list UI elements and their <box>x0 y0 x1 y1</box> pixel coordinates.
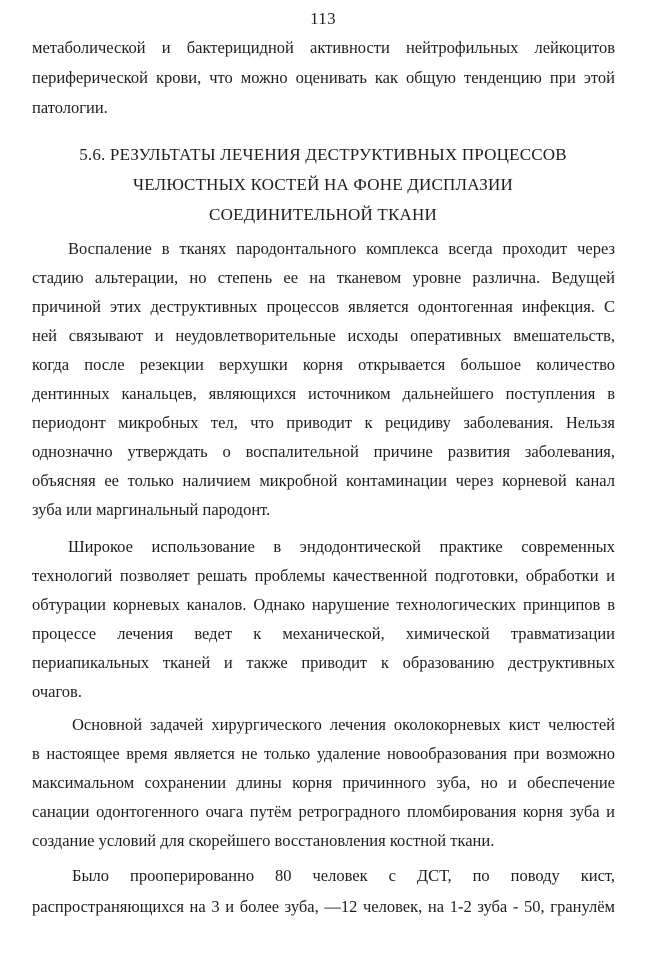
section-heading-line: 5.6. РЕЗУЛЬТАТЫ ЛЕЧЕНИЯ ДЕСТРУКТИВНЫХ ПРОЦЕССОВ <box>79 145 567 164</box>
intro-line: метаболической и бактерицидной активности нейтрофильных лейкоцитов <box>32 38 615 57</box>
page-number: 113 <box>310 9 336 28</box>
paragraph-2-line: обтурации корневых каналов. Однако нарушение технологических принципов в <box>32 595 615 614</box>
paragraph-1-line: ней связывают и неудовлетворительные исходы оперативных вмешательств, <box>32 326 615 345</box>
paragraph-2-line: процессе лечения ведет к механической, химической травматизации <box>32 624 615 643</box>
paragraph-2-line: очагов. <box>32 682 82 701</box>
paragraph-1-line: стадию альтерации, но степень ее на тканевом уровне различна. Ведущей <box>32 268 615 287</box>
paragraph-1-line: периодонт микробных тел, что приводит к рецидиву заболевания. Нельзя <box>32 413 615 432</box>
paragraph-4-line: Было прооперированно 80 человек с ДСТ, по поводу кист, <box>72 866 615 885</box>
paragraph-1-line: зуба или маргинальный пародонт. <box>32 500 271 519</box>
paragraph-1-line: дентинных канальцев, являющихся источником дальнейшего поступления в <box>32 384 615 403</box>
paragraph-2-line: технологий позволяет решать проблемы качественной подготовки, обработки и <box>32 566 615 585</box>
paragraph-2-line: периапикальных тканей и также приводит к образованию деструктивных <box>32 653 615 672</box>
paragraph-3-line: Основной задачей хирургического лечения околокорневых кист челюстей <box>72 715 615 734</box>
section-heading-line: ЧЕЛЮСТНЫХ КОСТЕЙ НА ФОНЕ ДИСПЛАЗИИ <box>133 175 513 194</box>
paragraph-1-line: Воспаление в тканях пародонтального комплекса всегда проходит через <box>68 239 615 258</box>
paragraph-3-line: санации одонтогенного очага путём ретроградного пломбирования корня зуба и <box>32 802 615 821</box>
paragraph-4-line: распространяющихся на 3 и более зуба, —12 человек, на 1-2 зуба - 50, гранулём <box>32 897 615 916</box>
section-heading-line: СОЕДИНИТЕЛЬНОЙ ТКАНИ <box>209 205 437 224</box>
intro-line: периферической крови, что можно оценивать как общую тенденцию при этой <box>32 68 615 87</box>
paragraph-3-line: создание условий для скорейшего восстановления костной ткани. <box>32 831 495 850</box>
paragraph-1-line: объясняя ее только наличием микробной контаминации через корневой канал <box>32 471 615 490</box>
paragraph-1-line: причиной этих деструктивных процессов является одонтогенная инфекция. С <box>32 297 615 316</box>
paragraph-1-line: когда после резекции верхушки корня открывается большое количество <box>32 355 615 374</box>
paragraph-3-line: максимальном сохранении длины корня причинного зуба, но и обеспечение <box>32 773 615 792</box>
paragraph-1-line: однозначно утверждать о воспалительной причине развития заболевания, <box>32 442 615 461</box>
paragraph-3-line: в настоящее время является не только удаление новообразования при возможно <box>32 744 615 763</box>
intro-line: патологии. <box>32 98 108 117</box>
paragraph-2-line: Широкое использование в эндодонтической практике современных <box>68 537 615 556</box>
